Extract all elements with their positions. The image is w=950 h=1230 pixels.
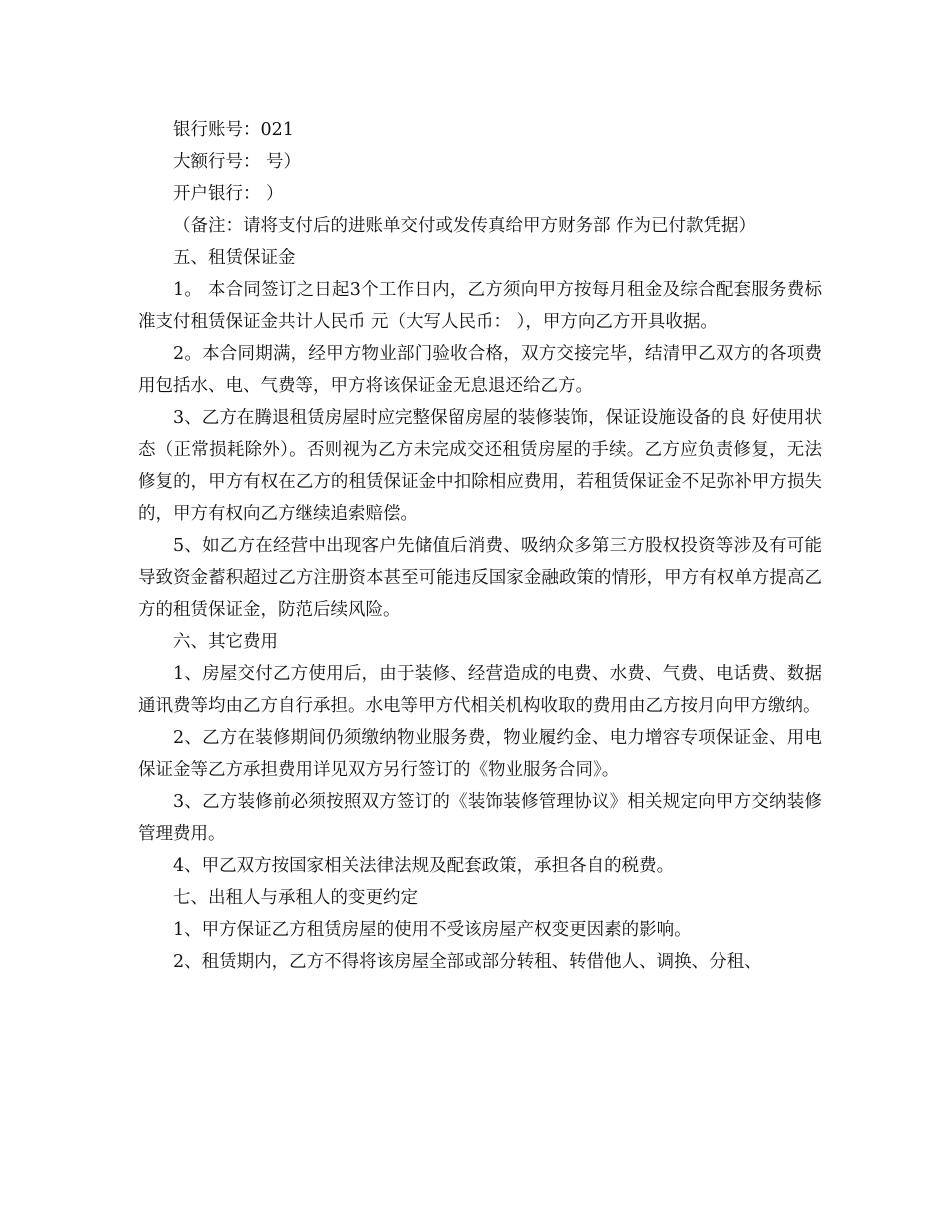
large-amount-bank-code-line: 大额行号： 号） — [173, 152, 302, 172]
payment-note: （备注：请将支付后的进账单交付或发传真给甲方财务部 作为已付款凭据） — [173, 216, 757, 236]
party-change-clause-2: 2、租赁期内，乙方不得将该房屋全部或部分转租、转借他人、调换、分租、 — [173, 952, 762, 972]
deposit-clause-5: 5、如乙方在经营中出现客户先储值后消费、吸纳众多第三方股权投资等涉及有可能导致资金蓄积超过乙方注册资本甚至可能违反国家金融政策的情形，甲方有权单方提高乙方的租赁保证金，防范后续风险。 — [138, 536, 822, 620]
section-heading-party-change: 七、出租人与承租人的变更约定 — [173, 888, 418, 908]
opening-bank-line: 开户银行： ） — [173, 184, 284, 204]
party-change-clause-1: 1、甲方保证乙方租赁房屋的使用不受该房屋产权变更因素的影响。 — [173, 920, 692, 940]
section-heading-other-fees: 六、其它费用 — [173, 632, 278, 652]
bank-account-line: 银行账号：021 — [173, 120, 294, 140]
other-fees-clause-1: 1、房屋交付乙方使用后，由于装修、经营造成的电费、水费、气费、电话费、数据通讯费等均由乙方自行承担。水电等甲方代相关机构收取的费用由乙方按月向甲方缴纳。 — [138, 664, 822, 716]
section-heading-deposit: 五、租赁保证金 — [173, 248, 296, 268]
deposit-clause-2: 2。本合同期满，经甲方物业部门验收合格，双方交接完毕，结清甲乙双方的各项费用包括水、电、气费等，甲方将该保证金无息退还给乙方。 — [138, 344, 822, 396]
other-fees-clause-2: 2、乙方在装修期间仍须缴纳物业服务费，物业履约金、电力增容专项保证金、用电保证金等乙方承担费用详见双方另行签订的《物业服务合同》。 — [138, 728, 822, 780]
deposit-clause-1: 1。 本合同签订之日起3个工作日内，乙方须向甲方按每月租金及综合配套服务费标准支付租赁保证金共计人民币 元（大写人民币： ），甲方向乙方开具收据。 — [138, 280, 822, 332]
other-fees-clause-3: 3、乙方装修前必须按照双方签订的《装饰装修管理协议》相关规定向甲方交纳装修管理费用。 — [138, 792, 822, 844]
other-fees-clause-4: 4、甲乙双方按国家相关法律法规及配套政策，承担各自的税费。 — [173, 856, 675, 876]
document-body — [138, 114, 822, 978]
deposit-clause-3: 3、乙方在腾退租赁房屋时应完整保留房屋的装修装饰，保证设施设备的良 好使用状态（正常损耗除外）。否则视为乙方未完成交还租赁房屋的手续。乙方应负责修复，无法修复的，甲方有权在乙方的租赁保证金中扣除相应费用，若租赁保证金不足弥补甲方损失的，甲方有权向乙方继续追索赔偿。 — [138, 408, 822, 524]
